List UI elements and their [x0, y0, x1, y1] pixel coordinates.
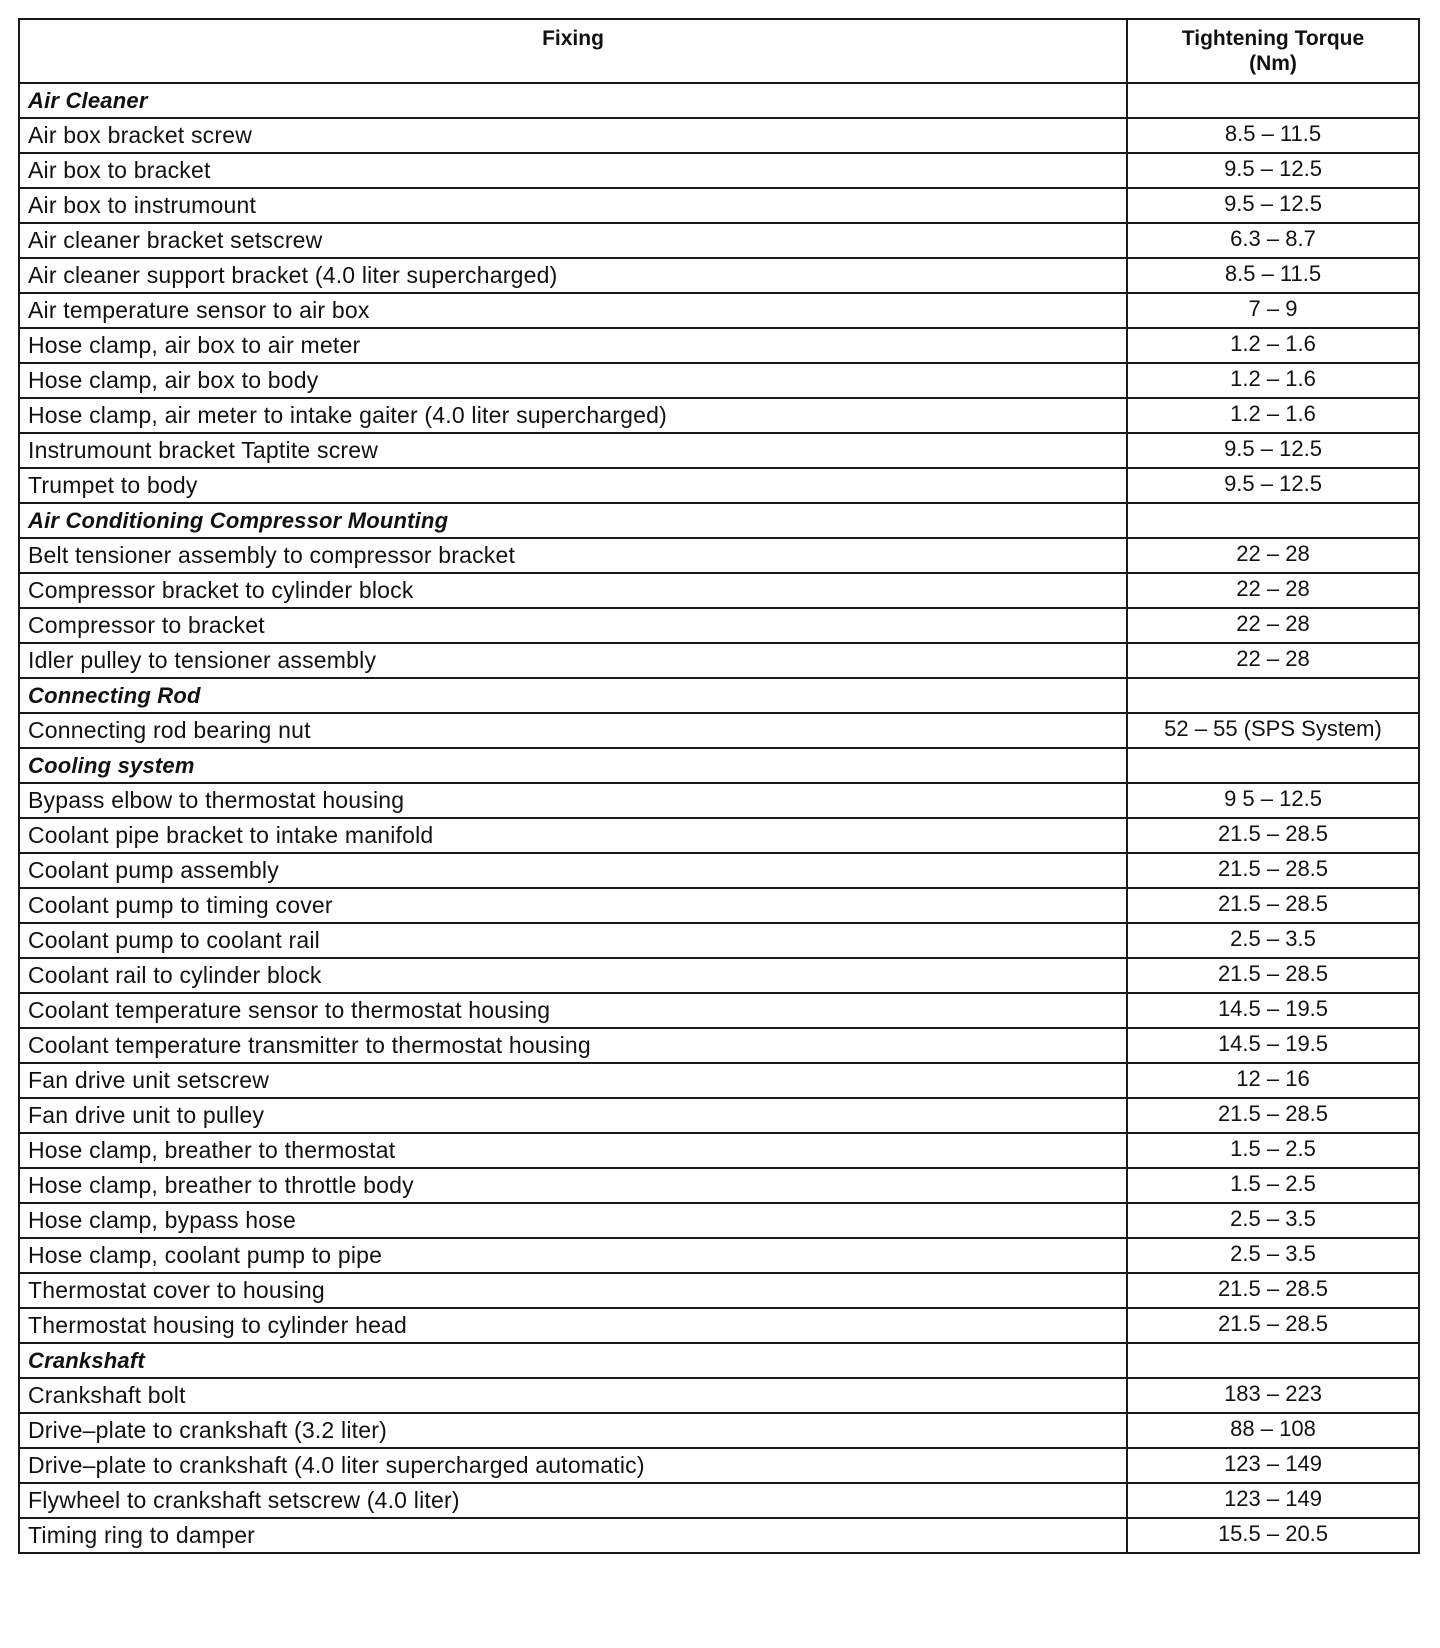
- torque-cell: 2.5 – 3.5: [1127, 1238, 1419, 1273]
- table-row: [19, 1028, 1419, 1063]
- torque-cell: 9 5 – 12.5: [1127, 783, 1419, 818]
- torque-cell: 21.5 – 28.5: [1127, 958, 1419, 993]
- fixing-cell: Connecting rod bearing nut: [19, 713, 1127, 748]
- table-row: [19, 1413, 1419, 1448]
- torque-column-header: [1127, 19, 1419, 83]
- torque-cell: 88 – 108: [1127, 1413, 1419, 1448]
- table-row: [19, 1378, 1419, 1413]
- torque-cell: 1.5 – 2.5: [1127, 1168, 1419, 1203]
- torque-cell: [1127, 503, 1419, 538]
- torque-cell: 12 – 16: [1127, 1063, 1419, 1098]
- fixing-cell: Coolant pump assembly: [19, 853, 1127, 888]
- torque-cell: 7 – 9: [1127, 293, 1419, 328]
- fixing-cell: Coolant pump to coolant rail: [19, 923, 1127, 958]
- table-row: [19, 713, 1419, 748]
- table-row: [19, 1308, 1419, 1343]
- torque-cell: 8.5 – 11.5: [1127, 118, 1419, 153]
- table-row: [19, 958, 1419, 993]
- torque-table: [18, 18, 1420, 1554]
- torque-cell: 1.2 – 1.6: [1127, 363, 1419, 398]
- torque-cell: 14.5 – 19.5: [1127, 993, 1419, 1028]
- torque-cell: 8.5 – 11.5: [1127, 258, 1419, 293]
- fixing-cell: Air box to bracket: [19, 153, 1127, 188]
- table-row: [19, 1273, 1419, 1308]
- table-row: [19, 153, 1419, 188]
- torque-cell: 21.5 – 28.5: [1127, 1098, 1419, 1133]
- torque-cell: 6.3 – 8.7: [1127, 223, 1419, 258]
- fixing-cell: Hose clamp, air meter to intake gaiter (4.0 liter supercharged): [19, 398, 1127, 433]
- torque-header-line1: Tightening Torque: [1181, 27, 1365, 50]
- torque-cell: 2.5 – 3.5: [1127, 1203, 1419, 1238]
- fixing-cell: Hose clamp, air box to body: [19, 363, 1127, 398]
- fixing-cell: Compressor bracket to cylinder block: [19, 573, 1127, 608]
- table-row: [19, 258, 1419, 293]
- table-row: [19, 923, 1419, 958]
- fixing-cell: Coolant rail to cylinder block: [19, 958, 1127, 993]
- table-row: [19, 818, 1419, 853]
- fixing-cell: Air temperature sensor to air box: [19, 293, 1127, 328]
- torque-cell: 21.5 – 28.5: [1127, 1273, 1419, 1308]
- torque-cell: 21.5 – 28.5: [1127, 853, 1419, 888]
- fixing-cell: Compressor to bracket: [19, 608, 1127, 643]
- torque-cell: 21.5 – 28.5: [1127, 1308, 1419, 1343]
- table-row: [19, 1168, 1419, 1203]
- table-row: [19, 1483, 1419, 1518]
- section-title: Connecting Rod: [19, 678, 1127, 713]
- torque-cell: 21.5 – 28.5: [1127, 818, 1419, 853]
- torque-cell: 9.5 – 12.5: [1127, 188, 1419, 223]
- torque-cell: [1127, 748, 1419, 783]
- torque-cell: 22 – 28: [1127, 608, 1419, 643]
- table-row: [19, 223, 1419, 258]
- fixing-cell: Hose clamp, air box to air meter: [19, 328, 1127, 363]
- torque-cell: [1127, 678, 1419, 713]
- table-row: [19, 328, 1419, 363]
- section-heading-row: [19, 1343, 1419, 1378]
- fixing-cell: Idler pulley to tensioner assembly: [19, 643, 1127, 678]
- table-row: [19, 853, 1419, 888]
- torque-cell: 123 – 149: [1127, 1483, 1419, 1518]
- section-heading-row: [19, 678, 1419, 713]
- torque-cell: 2.5 – 3.5: [1127, 923, 1419, 958]
- table-row: [19, 1098, 1419, 1133]
- torque-cell: 123 – 149: [1127, 1448, 1419, 1483]
- torque-cell: 1.2 – 1.6: [1127, 328, 1419, 363]
- torque-cell: 14.5 – 19.5: [1127, 1028, 1419, 1063]
- table-row: [19, 538, 1419, 573]
- torque-spec-sheet: [18, 18, 1418, 1554]
- table-row: [19, 363, 1419, 398]
- fixing-cell: Bypass elbow to thermostat housing: [19, 783, 1127, 818]
- table-row: [19, 188, 1419, 223]
- table-row: [19, 993, 1419, 1028]
- torque-cell: 183 – 223: [1127, 1378, 1419, 1413]
- table-row: [19, 1063, 1419, 1098]
- table-row: [19, 1518, 1419, 1553]
- table-row: [19, 468, 1419, 503]
- fixing-cell: Air box bracket screw: [19, 118, 1127, 153]
- torque-cell: 52 – 55 (SPS System): [1127, 713, 1419, 748]
- table-row: [19, 643, 1419, 678]
- table-body: [19, 83, 1419, 1553]
- torque-cell: 1.5 – 2.5: [1127, 1133, 1419, 1168]
- section-title: Air Conditioning Compressor Mounting: [19, 503, 1127, 538]
- fixing-cell: Flywheel to crankshaft setscrew (4.0 liter): [19, 1483, 1127, 1518]
- section-heading-row: [19, 748, 1419, 783]
- torque-cell: [1127, 1343, 1419, 1378]
- table-row: [19, 888, 1419, 923]
- table-row: [19, 573, 1419, 608]
- torque-cell: 22 – 28: [1127, 643, 1419, 678]
- fixing-cell: Fan drive unit setscrew: [19, 1063, 1127, 1098]
- fixing-cell: Air box to instrumount: [19, 188, 1127, 223]
- section-title: Cooling system: [19, 748, 1127, 783]
- fixing-cell: Hose clamp, breather to throttle body: [19, 1168, 1127, 1203]
- table-header-row: [19, 19, 1419, 83]
- table-row: [19, 398, 1419, 433]
- fixing-cell: Thermostat cover to housing: [19, 1273, 1127, 1308]
- torque-cell: 21.5 – 28.5: [1127, 888, 1419, 923]
- section-heading-row: [19, 83, 1419, 118]
- fixing-cell: Coolant temperature transmitter to thermostat housing: [19, 1028, 1127, 1063]
- torque-cell: 22 – 28: [1127, 538, 1419, 573]
- fixing-cell: Instrumount bracket Taptite screw: [19, 433, 1127, 468]
- torque-cell: 9.5 – 12.5: [1127, 433, 1419, 468]
- torque-cell: 1.2 – 1.6: [1127, 398, 1419, 433]
- table-row: [19, 118, 1419, 153]
- fixing-column-header: Fixing: [19, 19, 1127, 83]
- torque-cell: 9.5 – 12.5: [1127, 153, 1419, 188]
- fixing-cell: Crankshaft bolt: [19, 1378, 1127, 1413]
- table-row: [19, 1133, 1419, 1168]
- fixing-cell: Trumpet to body: [19, 468, 1127, 503]
- fixing-cell: Coolant temperature sensor to thermostat housing: [19, 993, 1127, 1028]
- fixing-cell: Drive–plate to crankshaft (4.0 liter supercharged automatic): [19, 1448, 1127, 1483]
- section-heading-row: [19, 503, 1419, 538]
- torque-header-line2: (Nm): [1249, 52, 1297, 75]
- fixing-cell: Drive–plate to crankshaft (3.2 liter): [19, 1413, 1127, 1448]
- fixing-cell: Hose clamp, bypass hose: [19, 1203, 1127, 1238]
- torque-cell: 22 – 28: [1127, 573, 1419, 608]
- table-row: [19, 608, 1419, 643]
- fixing-cell: Hose clamp, coolant pump to pipe: [19, 1238, 1127, 1273]
- fixing-cell: Belt tensioner assembly to compressor bracket: [19, 538, 1127, 573]
- fixing-cell: Air cleaner support bracket (4.0 liter supercharged): [19, 258, 1127, 293]
- section-title: Crankshaft: [19, 1343, 1127, 1378]
- torque-cell: 15.5 – 20.5: [1127, 1518, 1419, 1553]
- table-row: [19, 1448, 1419, 1483]
- fixing-cell: Coolant pump to timing cover: [19, 888, 1127, 923]
- fixing-cell: Timing ring to damper: [19, 1518, 1127, 1553]
- fixing-cell: Coolant pipe bracket to intake manifold: [19, 818, 1127, 853]
- torque-cell: 9.5 – 12.5: [1127, 468, 1419, 503]
- fixing-cell: Thermostat housing to cylinder head: [19, 1308, 1127, 1343]
- table-row: [19, 1203, 1419, 1238]
- section-title: Air Cleaner: [19, 83, 1127, 118]
- fixing-cell: Air cleaner bracket setscrew: [19, 223, 1127, 258]
- fixing-cell: Hose clamp, breather to thermostat: [19, 1133, 1127, 1168]
- table-row: [19, 1238, 1419, 1273]
- table-row: [19, 293, 1419, 328]
- fixing-cell: Fan drive unit to pulley: [19, 1098, 1127, 1133]
- table-row: [19, 783, 1419, 818]
- table-row: [19, 433, 1419, 468]
- torque-cell: [1127, 83, 1419, 118]
